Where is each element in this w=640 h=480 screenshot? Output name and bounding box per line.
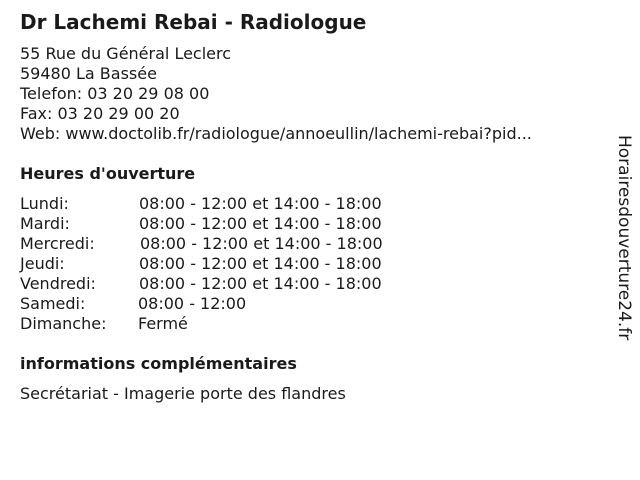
hours-row-saturday	[20, 294, 520, 314]
day-label: Mercredi:	[20, 234, 95, 253]
hours-value: Fermé	[138, 314, 188, 333]
day-label: Dimanche:	[20, 314, 107, 333]
opening-hours-list	[20, 194, 520, 334]
site-watermark: Horairesdouverture24.fr	[614, 135, 634, 341]
fax-number: Fax: 03 20 29 00 20	[20, 104, 180, 123]
hours-row-thursday	[20, 254, 520, 274]
day-label: Samedi:	[20, 294, 86, 313]
day-label: Jeudi:	[20, 254, 65, 273]
hours-row-wednesday	[20, 234, 520, 254]
contact-info	[20, 44, 532, 144]
hours-value: 08:00 - 12:00 et 14:00 - 18:00	[139, 194, 382, 213]
hours-value: 08:00 - 12:00 et 14:00 - 18:00	[139, 214, 382, 233]
hours-value: 08:00 - 12:00 et 14:00 - 18:00	[140, 234, 383, 253]
hours-row-friday	[20, 274, 520, 294]
day-label: Lundi:	[20, 194, 69, 213]
city-postcode: 59480 La Bassée	[20, 64, 157, 83]
hours-row-sunday	[20, 314, 520, 334]
opening-hours-heading: Heures d'ouverture	[20, 164, 196, 183]
page-title: Dr Lachemi Rebai - Radiologue	[20, 10, 367, 34]
day-label: Vendredi:	[20, 274, 96, 293]
hours-value: 08:00 - 12:00 et 14:00 - 18:00	[139, 274, 382, 293]
day-label: Mardi:	[20, 214, 70, 233]
street-address: 55 Rue du Général Leclerc	[20, 44, 232, 63]
additional-info-heading: informations complémentaires	[20, 354, 297, 373]
hours-row-monday	[20, 194, 520, 214]
website-link[interactable]: Web: www.doctolib.fr/radiologue/annoeullin/lachemi-rebai?pid...	[20, 124, 532, 143]
additional-info-text: Secrétariat - Imagerie porte des flandres	[20, 384, 346, 403]
hours-value: 08:00 - 12:00	[138, 294, 247, 313]
hours-value: 08:00 - 12:00 et 14:00 - 18:00	[139, 254, 382, 273]
hours-row-tuesday	[20, 214, 520, 234]
phone-number: Telefon: 03 20 29 08 00	[20, 84, 210, 103]
